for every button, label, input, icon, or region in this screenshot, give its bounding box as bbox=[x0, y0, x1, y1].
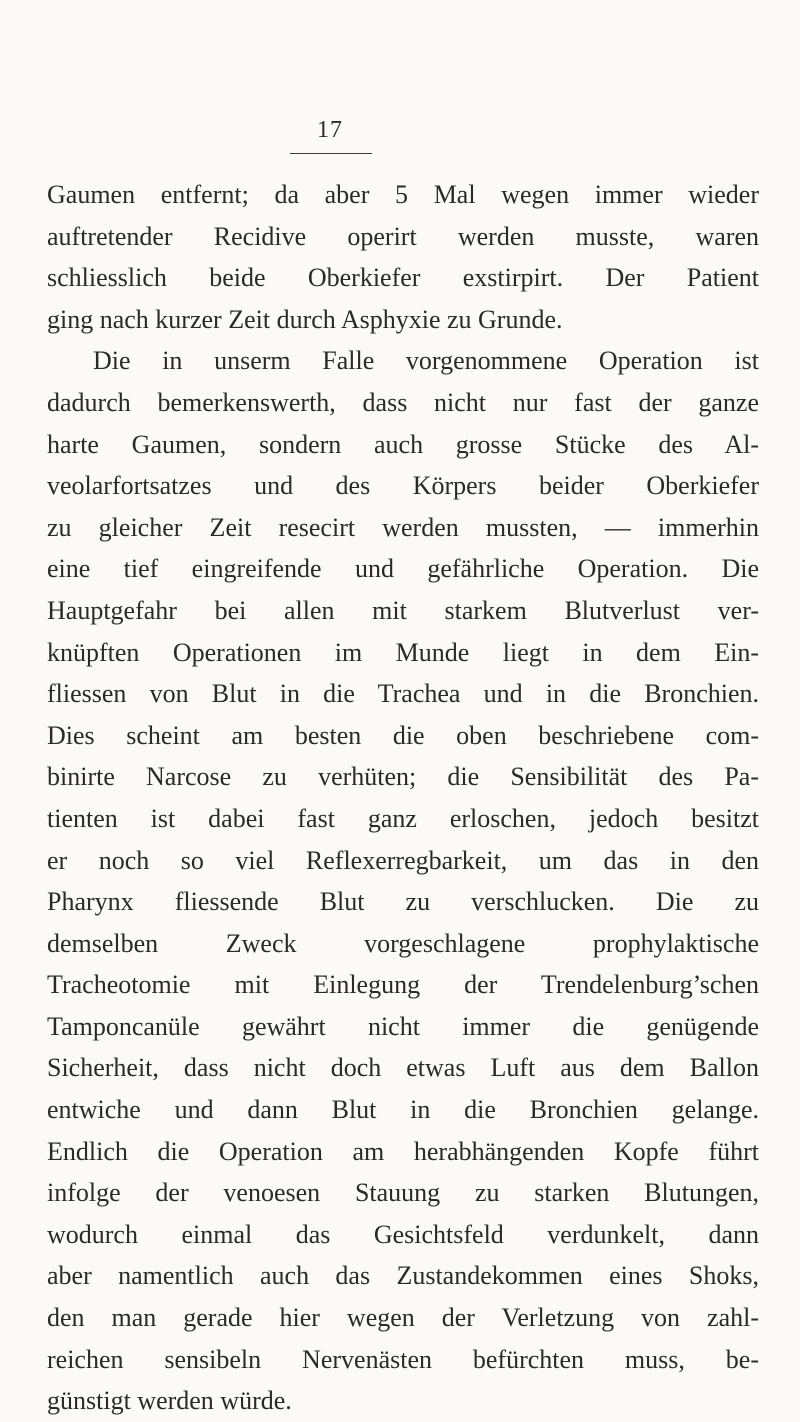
text-line: fliessen von Blut in die Trachea und in die Bronchien. bbox=[47, 679, 759, 709]
text-line: knüpften Operationen im Munde liegt in dem Ein- bbox=[47, 637, 759, 667]
text-line: schliesslich beide Oberkiefer exstirpirt. Der Patient bbox=[47, 263, 759, 293]
text-line: demselben Zweck vorgeschlagene prophylaktische bbox=[47, 928, 759, 958]
text-line: den man gerade hier wegen der Verletzung von zahl- bbox=[47, 1303, 759, 1333]
text-line: Endlich die Operation am herabhängenden Kopfe führt bbox=[47, 1136, 759, 1166]
text-line: zu gleicher Zeit resecirt werden mussten, — immerhin bbox=[47, 512, 759, 542]
text-line: infolge der venoesen Stauung zu starken Blutungen, bbox=[47, 1178, 759, 1208]
text-line: Gaumen entfernt; da aber 5 Mal wegen immer wieder bbox=[47, 180, 759, 209]
text-line: eine tief eingreifende und gefährliche Operation. Die bbox=[47, 554, 759, 584]
page-number-rule bbox=[290, 153, 372, 154]
text-line: günstigt werden würde. bbox=[47, 1386, 292, 1416]
text-line: binirte Narcose zu verhüten; die Sensibilität des Pa- bbox=[47, 762, 759, 792]
text-line: entwiche und dann Blut in die Bronchien gelange. bbox=[47, 1095, 759, 1125]
text-line: er noch so viel Reflexerregbarkeit, um das in den bbox=[47, 845, 759, 875]
text-line: veolarfortsatzes und des Körpers beider Oberkiefer bbox=[47, 471, 759, 501]
page-number: 17 bbox=[317, 117, 343, 143]
paragraph-start-line: Die in unserm Falle vorgenommene Operation ist bbox=[93, 346, 759, 376]
text-line: Tracheotomie mit Einlegung der Trendelenburg’schen bbox=[47, 970, 759, 1000]
text-line: ging nach kurzer Zeit durch Asphyxie zu Grunde. bbox=[47, 304, 563, 334]
text-line: reichen sensibeln Nervenästen befürchten muss, be- bbox=[47, 1344, 759, 1374]
text-line: auftretender Recidive operirt werden musste, waren bbox=[47, 221, 759, 251]
text-line: tienten ist dabei fast ganz erloschen, jedoch besitzt bbox=[47, 803, 759, 833]
text-line: harte Gaumen, sondern auch grosse Stücke des Al- bbox=[47, 429, 759, 459]
text-line: Dies scheint am besten die oben beschriebene com- bbox=[47, 720, 759, 750]
body-text bbox=[47, 174, 759, 1422]
text-line: wodurch einmal das Gesichtsfeld verdunkelt, dann bbox=[47, 1219, 759, 1249]
text-line: Sicherheit, dass nicht doch etwas Luft aus dem Ballon bbox=[47, 1053, 759, 1083]
text-line: Tamponcanüle gewährt nicht immer die genügende bbox=[47, 1011, 759, 1041]
text-line: Hauptgefahr bei allen mit starkem Blutverlust ver- bbox=[47, 595, 759, 625]
page-header bbox=[290, 116, 370, 144]
text-line: aber namentlich auch das Zustandekommen eines Shoks, bbox=[47, 1261, 759, 1291]
text-line: dadurch bemerkenswerth, dass nicht nur fast der ganze bbox=[47, 387, 759, 417]
text-line: Pharynx fliessende Blut zu verschlucken. Die zu bbox=[47, 887, 759, 917]
